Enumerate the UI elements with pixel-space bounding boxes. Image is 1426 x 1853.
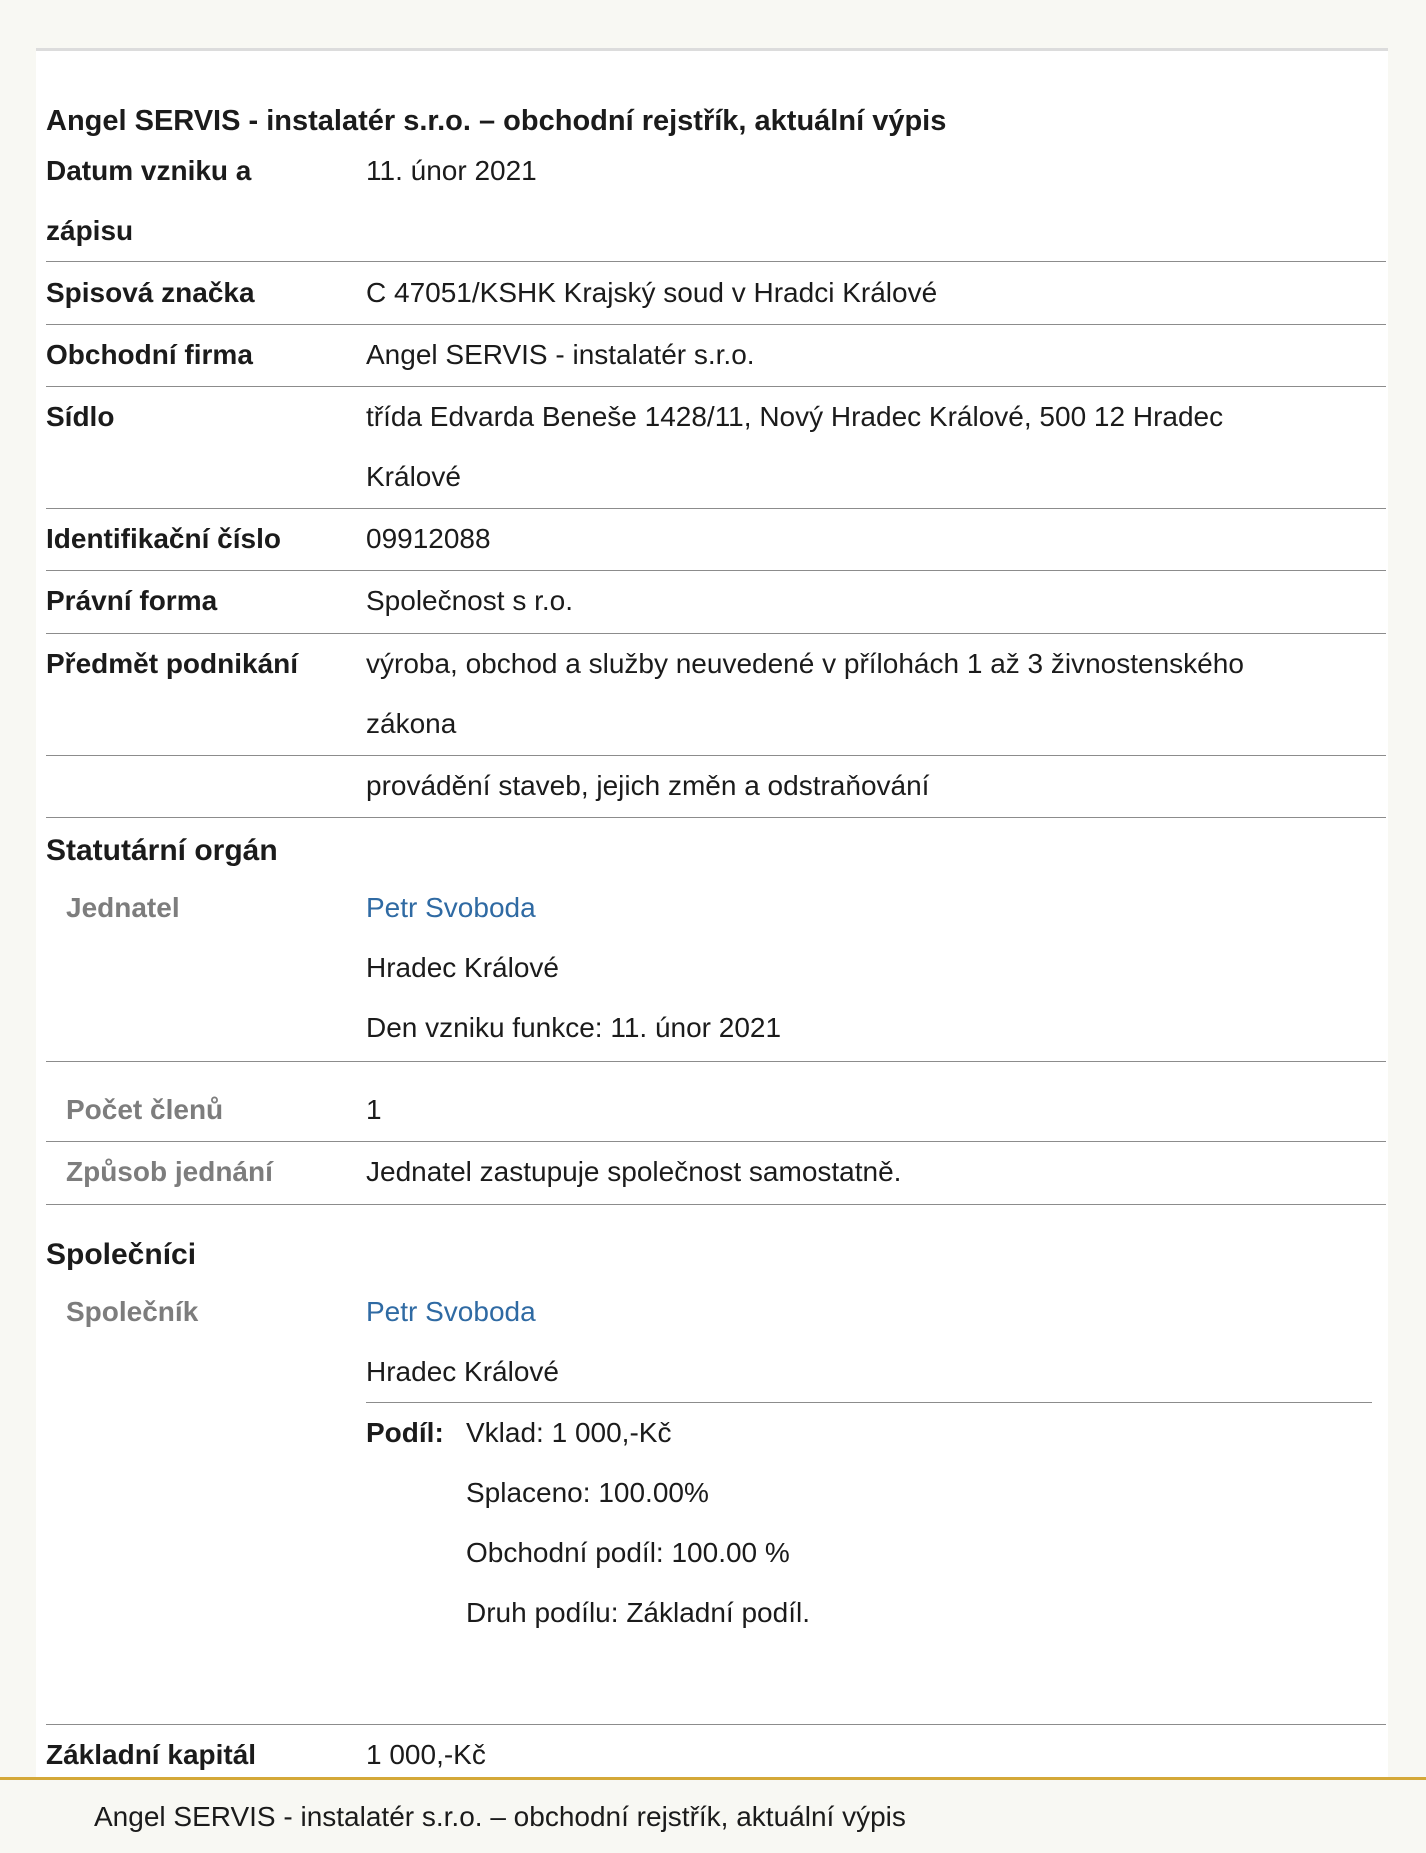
row-value-obchodni-firma: Angel SERVIS - instalatér s.r.o. <box>366 339 755 370</box>
person-city: Hradec Králové <box>366 952 559 983</box>
row-spolecnik <box>46 1282 1386 1725</box>
row-spisova-znacka <box>46 263 1386 325</box>
row-value-jednatel <box>366 878 1366 1058</box>
podil-vklad: Vklad: 1 000,-Kč <box>466 1417 672 1448</box>
podil-splaceno: Splaceno: 100.00% <box>466 1477 709 1508</box>
podil-values <box>466 1403 810 1643</box>
label-line: Datum vzniku a <box>46 155 252 186</box>
row-value-datum-vzniku: 11. únor 2021 <box>366 155 537 186</box>
row-value-sidlo <box>366 387 1366 507</box>
row-obchodni-firma <box>46 325 1386 387</box>
row-predmet-podnikani-2 <box>46 756 1386 818</box>
podil-label: Podíl: <box>366 1417 444 1448</box>
row-identifikacni-cislo <box>46 509 1386 571</box>
value-line: zákona <box>366 708 457 739</box>
row-zpusob-jednani <box>46 1142 1386 1205</box>
page-title: Angel SERVIS - instalatér s.r.o. – obchodní rejstřík, aktuální výpis <box>46 105 947 137</box>
value-line: výroba, obchod a služby neuvedené v přílohách 1 až 3 živnostenského <box>366 648 1244 679</box>
registry-extract-card <box>36 48 1388 1781</box>
label-line: zápisu <box>46 215 134 246</box>
row-label-spolecnik: Společník <box>66 1296 199 1327</box>
row-pocet-clenu <box>46 1080 1386 1142</box>
person-function-start: Den vzniku funkce: 11. únor 2021 <box>366 1012 782 1043</box>
row-datum-vzniku <box>46 141 1386 262</box>
row-value-spisova-znacka: C 47051/KSHK Krajský soud v Hradci Králové <box>366 277 938 308</box>
podil-obchodni-podil: Obchodní podíl: 100.00 % <box>466 1537 790 1568</box>
row-value-zakladni-kapital: 1 000,-Kč <box>366 1739 486 1770</box>
row-value-predmet-item-2: provádění staveb, jejich změn a odstraňování <box>366 770 930 801</box>
row-pravni-forma <box>46 571 1386 634</box>
row-value-zpusob-jednani: Jednatel zastupuje společnost samostatně. <box>366 1156 902 1187</box>
row-label-pravni-forma: Právní forma <box>46 585 218 616</box>
person-link[interactable]: Petr Svoboda <box>366 1296 536 1327</box>
row-sidlo <box>46 387 1386 509</box>
person-link[interactable]: Petr Svoboda <box>366 892 536 923</box>
row-label-obchodni-firma: Obchodní firma <box>46 339 253 370</box>
podil-druh: Druh podílu: Základní podíl. <box>466 1597 810 1628</box>
row-label-spisova-znacka: Spisová značka <box>46 277 255 308</box>
row-value-identifikacni-cislo: 09912088 <box>366 523 491 554</box>
section-heading-spolecnici: Společníci <box>46 1238 197 1271</box>
row-label-identifikacni-cislo: Identifikační číslo <box>46 523 281 554</box>
row-value-pravni-forma: Společnost s r.o. <box>366 585 574 616</box>
row-label-predmet-podnikani: Předmět podnikání <box>46 648 299 679</box>
row-predmet-podnikani <box>46 634 1386 756</box>
footer-title: Angel SERVIS - instalatér s.r.o. – obchodní rejstřík, aktuální výpis <box>94 1801 906 1832</box>
row-label-zakladni-kapital: Základní kapitál <box>46 1739 257 1770</box>
row-value-predmet-item-1 <box>366 634 1366 754</box>
row-value-spolecnik <box>366 1282 1366 1402</box>
row-label-sidlo: Sídlo <box>46 401 115 432</box>
row-jednatel <box>46 878 1386 1062</box>
row-label-pocet-clenu: Počet členů <box>66 1094 224 1125</box>
row-label-zpusob-jednani: Způsob jednání <box>66 1156 273 1187</box>
person-city: Hradec Králové <box>366 1356 559 1387</box>
row-label-datum-vzniku <box>46 141 356 261</box>
section-heading-statutarni-organ: Statutární orgán <box>46 834 278 867</box>
row-label-jednatel: Jednatel <box>66 892 180 923</box>
value-line: Králové <box>366 461 461 492</box>
footer <box>0 1777 1426 1853</box>
row-value-pocet-clenu: 1 <box>366 1094 382 1125</box>
value-line: třída Edvarda Beneše 1428/11, Nový Hradec Králové, 500 12 Hradec <box>366 401 1224 432</box>
